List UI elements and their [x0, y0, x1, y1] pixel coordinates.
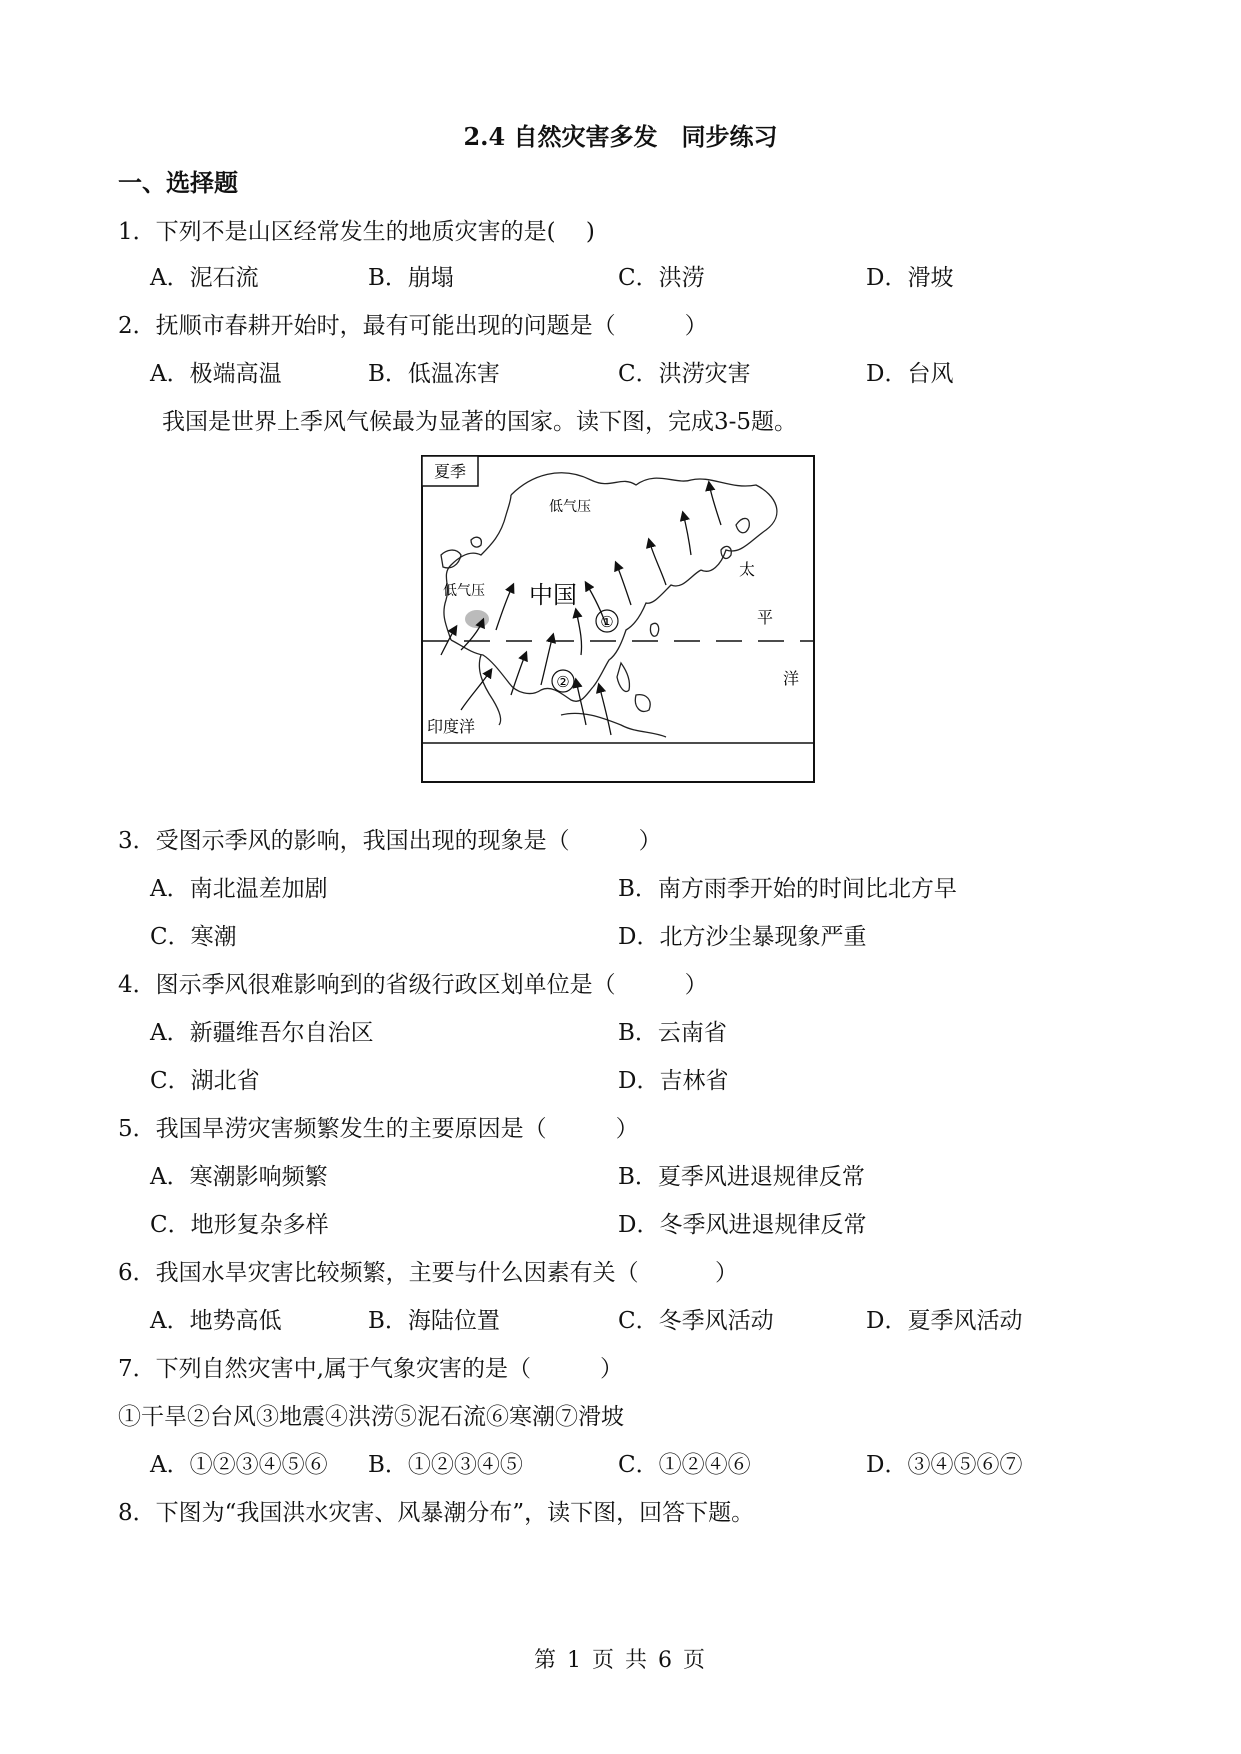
- marker-2-label: ②: [556, 675, 570, 691]
- china-label: 中国: [529, 583, 577, 609]
- q3-option-d: D．北方沙尘暴现象严重: [618, 924, 867, 950]
- q1-option-b: B．崩塌: [368, 265, 454, 291]
- q2-option-c: C．洪涝灾害: [618, 361, 751, 387]
- pacific-label-1: 太: [739, 562, 756, 579]
- q6-option-c: C．冬季风活动: [618, 1308, 774, 1334]
- marker-1-label: ①: [600, 615, 614, 631]
- question-7-stem: 7．下列自然灾害中,属于气象灾害的是（ ）: [118, 1356, 623, 1382]
- pacific-label-3: 洋: [783, 671, 800, 688]
- question-2-stem: 2．抚顺市春耕开始时，最有可能出现的问题是（ ）: [118, 313, 708, 339]
- question-6-stem: 6．我国水旱灾害比较频繁，主要与什么因素有关（ ）: [118, 1260, 738, 1286]
- q5-option-c: C．地形复杂多样: [150, 1212, 329, 1238]
- q6-option-b: B．海陆位置: [368, 1308, 500, 1334]
- page-footer: 第 1 页 共 6 页: [534, 1648, 707, 1673]
- q4-option-d: D．吉林省: [618, 1068, 729, 1094]
- q7-option-b: B．①②③④⑤: [368, 1452, 523, 1478]
- q2-option-d: D．台风: [866, 361, 954, 387]
- q3-option-a: A．南北温差加剧: [150, 876, 328, 902]
- q5-option-b: B．夏季风进退规律反常: [618, 1164, 865, 1190]
- q1-option-a: A．泥石流: [150, 265, 259, 291]
- q6-option-d: D．夏季风活动: [866, 1308, 1023, 1334]
- question-8-stem: 8．下图为“我国洪水灾害、风暴潮分布”，读下图，回答下题。: [118, 1500, 755, 1526]
- low-pressure-area: [465, 610, 489, 628]
- q1-option-d: D．滑坡: [866, 265, 954, 291]
- question-5-stem: 5．我国旱涝灾害频繁发生的主要原因是（ ）: [118, 1116, 639, 1142]
- pacific-label-2: 平: [757, 610, 774, 627]
- question-3-stem: 3．受图示季风的影响，我国出现的现象是（ ）: [118, 828, 662, 854]
- intro-text-3-5: 我国是世界上季风气候最为显著的国家。读下图，完成3-5题。: [162, 409, 798, 435]
- question-7-items: ①干旱②台风③地震④洪涝⑤泥石流⑥寒潮⑦滑坡: [118, 1404, 624, 1430]
- low-pressure-label-2: 低气压: [443, 584, 485, 599]
- q7-option-d: D．③④⑤⑥⑦: [866, 1452, 1023, 1478]
- page-title: 2.4 自然灾害多发 同步练习: [463, 122, 778, 151]
- q5-option-d: D．冬季风进退规律反常: [618, 1212, 867, 1238]
- q2-option-a: A．极端高温: [150, 361, 282, 387]
- q3-option-c: C．寒潮: [150, 924, 237, 950]
- q4-option-c: C．湖北省: [150, 1068, 260, 1094]
- low-pressure-label-1: 低气压: [549, 500, 591, 515]
- q7-option-c: C．①②④⑥: [618, 1452, 751, 1478]
- q1-option-c: C．洪涝: [618, 265, 705, 291]
- q4-option-a: A．新疆维吾尔自治区: [150, 1020, 374, 1046]
- q5-option-a: A．寒潮影响频繁: [150, 1164, 328, 1190]
- q6-option-a: A．地势高低: [150, 1308, 282, 1334]
- monsoon-map: [421, 455, 815, 783]
- section-heading: 一、选择题: [118, 168, 238, 197]
- q4-option-b: B．云南省: [618, 1020, 727, 1046]
- q2-option-b: B．低温冻害: [368, 361, 500, 387]
- season-label: 夏季: [433, 464, 467, 481]
- question-1-stem: 1．下列不是山区经常发生的地质灾害的是( ): [118, 219, 595, 245]
- question-4-stem: 4．图示季风很难影响到的省级行政区划单位是（ ）: [118, 972, 708, 998]
- indian-ocean-label: 印度洋: [427, 719, 476, 736]
- q7-option-a: A．①②③④⑤⑥: [150, 1452, 328, 1478]
- q3-option-b: B．南方雨季开始的时间比北方早: [618, 876, 957, 902]
